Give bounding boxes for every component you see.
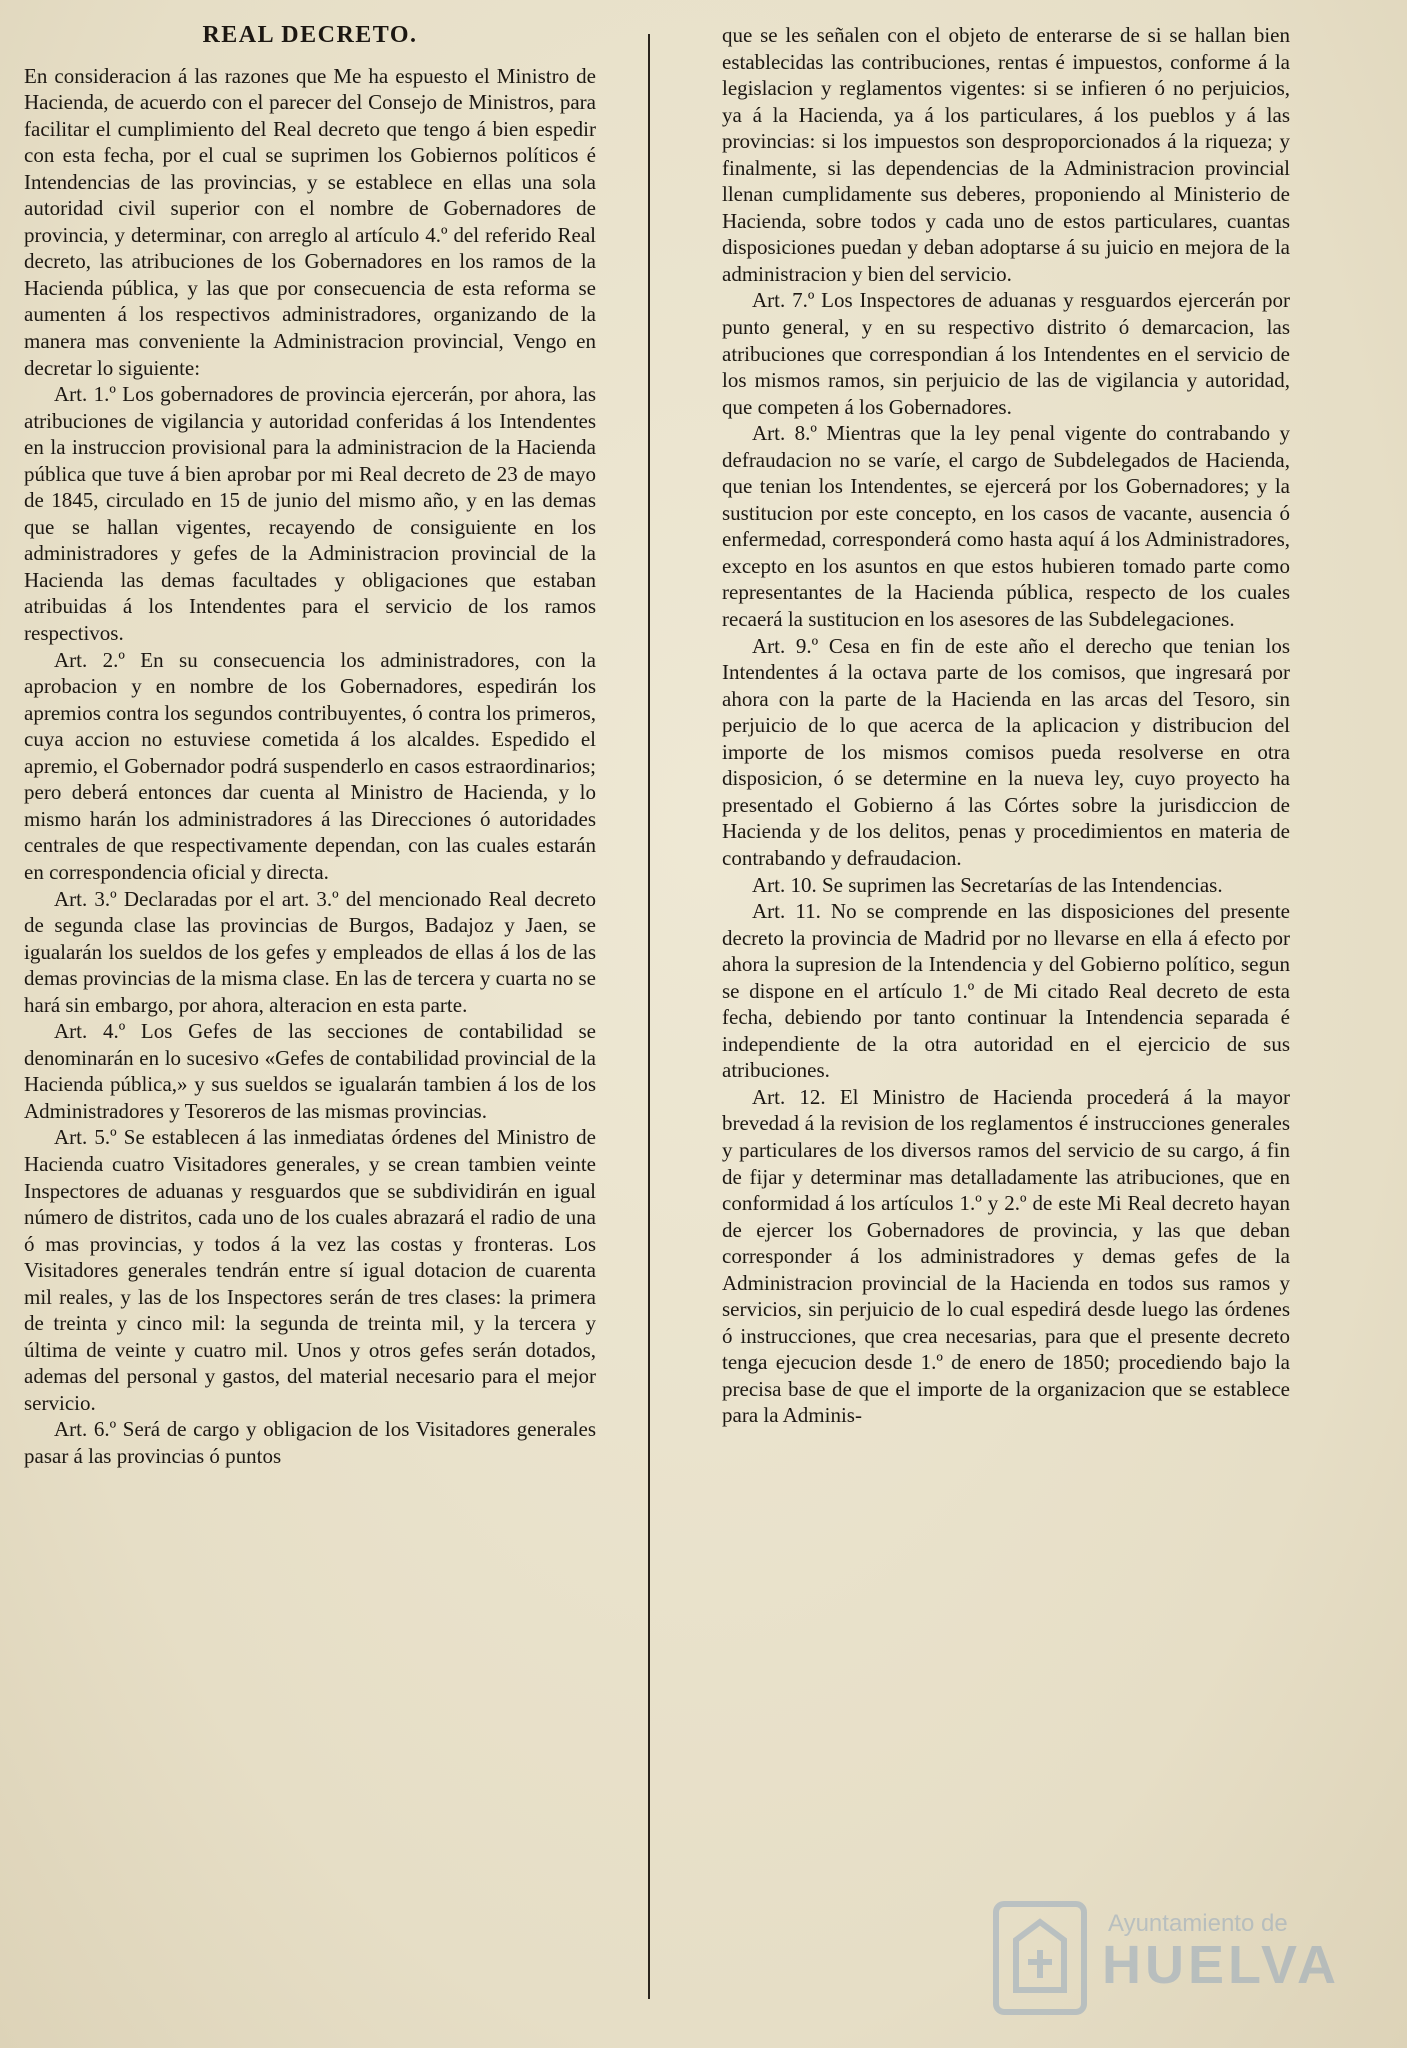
watermark-line1: Ayuntamiento de: [1108, 1910, 1288, 1937]
article-6-continued: que se les señalen con el objeto de enterarse de si se hallan bien establecidas las contribuciones, rentas é impuestos, conforme á la legislacion y reglamentos vigentes: si se infieren ó no perjuicios, ya á la Hacienda, ya á los particulares, á los pueblos y á las provincias: si los impuestos son desproporcionados á la riqueza; y finalmente, si las dependencias de la Administracion provincial llenan cumplidamente sus deberes, proponiendo al Ministerio de Hacienda, sobre todos y cada uno de estos particulares, cuantas disposiciones puedan y deban adoptarse á su juicio en mejora de la administracion y bien del servicio.: [722, 23, 1290, 286]
article-11: Art. 11. No se comprende en las disposiciones del presente decreto la provincia de Madrid por no llevarse en ella á efecto por ahora la supresion de la Intendencia y del Gobierno político, segun se dispone en el artículo 1.º de Mi citado Real decreto de esta fecha, debiendo por tanto continuar la Intendencia separada é independiente de la otra autoridad en el ejercicio de sus atribuciones.: [722, 899, 1290, 1083]
article-2: Art. 2.º En su consecuencia los administradores, con la aprobacion y en nombre de los Gobernadores, espedirán los apremios contra los segundos contribuyentes, ó contra los primeros, cuya accion no estuviese cometida á los alcaldes. Espedido el apremio, el Gobernador podrá suspenderlo en casos estraordinarios; pero deberá entonces dar cuenta al Ministro de Hacienda, y lo mismo harán los administradores á las Direcciones ó autoridades centrales de que respectivamente dependan, con las cuales estarán en correspondencia oficial y directa.: [24, 647, 596, 884]
article-3: Art. 3.º Declaradas por el art. 3.º del mencionado Real decreto de segunda clase las provincias de Burgos, Badajoz y Jaen, se igualarán los sueldos de los gefes y empleados de ellas á los de las demas provincias de la misma clase. En las de tercera y cuarta no se hará sin embargo, por ahora, alteracion en esta parte.: [24, 886, 596, 1017]
article-1: Art. 1.º Los gobernadores de provincia ejercerán, por ahora, las atribuciones de vigilancia y autoridad conferidas á los Intendentes en la instruccion provisional para la administracion de la Hacienda pública que tuve á bien aprobar por mi Real decreto de 23 de mayo de 1845, circulado en 15 de junio del mismo año, y en las demas que se hallan vigentes, recayendo de consiguiente en los administradores y gefes de la Administracion provincial de la Hacienda las demas facultades y obligaciones que estaban atribuidas á los Intendentes para el servicio de los ramos respectivos.: [24, 382, 596, 646]
column-divider: [648, 34, 650, 1999]
article-10: Art. 10. Se suprimen las Secretarías de las Intendencias.: [752, 872, 1223, 897]
article-6-start: Art. 6.º Será de cargo y obligacion de los Visitadores generales pasar á las provincias ó puntos: [24, 1417, 596, 1468]
article-5: Art. 5.º Se establecen á las inmediatas órdenes del Ministro de Hacienda cuatro Visitadores generales, y se crean tambien veinte Inspectores de aduanas y resguardos que se subdividirán en igual número de distritos, cada uno de los cuales abrazará el radio de una ó mas provincias, y todos á la vez las costas y fronteras. Los Visitadores generales tendrán entre sí igual dotacion de cuarenta mil reales, y las de los Inspectores serán de tres clases: la primera de treinta y cinco mil: la segunda de treinta mil, y la tercera y última de veinte y cuatro mil. Unos y otros gefes serán dotados, ademas del personal y gastos, del material necesario para el mejor servicio.: [24, 1125, 596, 1415]
article-8: Art. 8.º Mientras que la ley penal vigente do contrabando y defraudacion no se varíe, el cargo de Subdelegados de Hacienda, que tenian los Intendentes, se ejercerá por los Gobernadores; y la sustitucion por este concepto, en los casos de vacante, ausencia ó enfermedad, corresponderá como hasta aquí á los Administradores, excepto en los asuntos en que estos hubieren tomado parte como representantes de la Hacienda pública, respecto de los cuales recaerá la sustitucion en los asesores de las Subdelegaciones.: [722, 421, 1290, 632]
right-column: [722, 22, 1290, 1429]
city-crest-icon: [990, 1900, 1090, 2016]
article-4: Art. 4.º Los Gefes de las secciones de contabilidad se denominarán en lo sucesivo «Gefes de contabilidad provincial de la Hacienda pública,» y sus sueldos se igualarán tambien á los de los Administradores y Tesoreros de las mismas provincias.: [24, 1019, 596, 1123]
watermark-line2: HUELVA: [1102, 1935, 1340, 1995]
decree-title: REAL DECRETO.: [202, 22, 418, 48]
article-9: Art. 9.º Cesa en fin de este año el derecho que tenian los Intendentes á la octava parte de los comisos, que ingresará por ahora con la parte de la Hacienda en las arcas del Tesoro, sin perjuicio de lo que acerca de la aplicacion y distribucion del importe de los mismos comisos pueda resolverse en otra disposicion, ó se determine en la nueva ley, cuyo proyecto ha presentado el Gobierno á las Córtes sobre la jurisdiccion de Hacienda y de los delitos, penas y procedimientos en materia de contrabando y defraudacion.: [722, 633, 1290, 870]
article-12: Art. 12. El Ministro de Hacienda procederá á la mayor brevedad á la revision de los reglamentos é instrucciones generales y particulares de los diversos ramos del servicio de su cargo, á fin de fijar y determinar mas detalladamente las atribuciones, que en conformidad á los artículos 1.º y 2.º de este Mi Real decreto hayan de ejercer los Gobernadores de provincia, y las que deban corresponder á los administradores y demas gefes de la Administracion provincial de la Hacienda en todos sus ramos y servicios, sin perjuicio de lo cual espedirá desde luego las órdenes ó instrucciones, que crea necesarias, para que el presente decreto tenga ejecucion desde 1.º de enero de 1850; procediendo bajo la precisa base de que el importe de la organizacion que se establece para la Adminis-: [722, 1084, 1290, 1428]
article-7: Art. 7.º Los Inspectores de aduanas y resguardos ejercerán por punto general, y en su respectivo distrito ó demarcacion, las atribuciones que correspondian á los Intendentes en el servicio de los mismos ramos, sin perjuicio de las de vigilancia y autoridad, que competen á los Gobernadores.: [722, 288, 1290, 419]
archive-watermark: [990, 1900, 1340, 2020]
paragraph-intro: En consideracion á las razones que Me ha espuesto el Ministro de Hacienda, de acuerdo con el parecer del Consejo de Ministros, para facilitar el cumplimiento del Real decreto que tengo á bien espedir con esta fecha, por el cual se suprimen los Gobiernos políticos é Intendencias de las provincias, y se establece en ellas una sola autoridad civil superior con el nombre de Gobernadores de provincia, y determinar, con arreglo al artículo 4.º del referido Real decreto, las atribuciones de los Gobernadores en los ramos de la Hacienda pública, y las que por consecuencia de esta reforma se aumenten á los respectivos administradores, organizando de la manera mas conveniente la Administracion provincial, Vengo en decretar lo siguiente:: [24, 63, 596, 380]
left-column: [24, 22, 596, 1470]
